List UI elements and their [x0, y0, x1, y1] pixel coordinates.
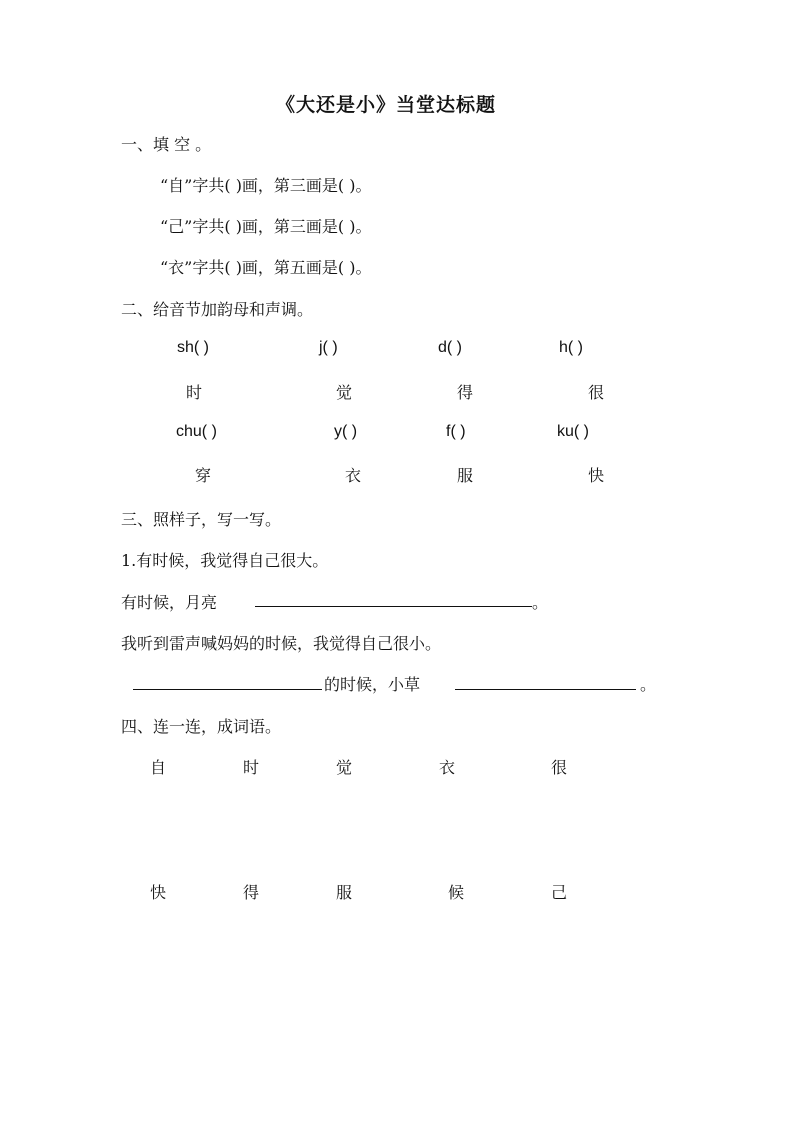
pinyin-d: d( ) — [438, 339, 462, 356]
pinyin-sh: sh( ) — [177, 339, 209, 356]
fill1-prefix: 有时候，月亮 — [121, 593, 218, 612]
section4-heading: 四、连一连，成词语。 — [121, 717, 282, 736]
section2-heading: 二、给音节加韵母和声调。 — [121, 300, 314, 319]
match-top-item[interactable]: 觉 — [336, 758, 353, 777]
pinyin-h: h( ) — [559, 339, 583, 356]
char-hen: 很 — [588, 383, 605, 402]
match-bottom-item[interactable]: 快 — [150, 883, 167, 902]
section1-heading: 一、填 空 。 — [121, 135, 212, 154]
fill2-blank-2[interactable] — [455, 689, 636, 690]
match-bottom-item[interactable]: 候 — [448, 883, 465, 902]
section3-example-2: 我听到雷声喊妈妈的时候，我觉得自己很小。 — [121, 634, 442, 653]
pinyin-f: f( ) — [446, 423, 466, 440]
section1-line-1: “自”字共( )画，第三画是( )。 — [160, 176, 372, 195]
char-chuan: 穿 — [195, 466, 212, 485]
section3-heading: 三、照样子，写一写。 — [121, 510, 282, 529]
fill1-blank[interactable] — [255, 606, 532, 607]
char-kuai: 快 — [588, 466, 605, 485]
section3-example: 1.有时候，我觉得自己很大。 — [121, 551, 329, 570]
match-bottom-item[interactable]: 得 — [243, 883, 260, 902]
fill2-blank-1[interactable] — [133, 689, 322, 690]
fill2-suffix: 。 — [640, 675, 657, 694]
section1-line-3: “衣”字共( )画，第五画是( )。 — [160, 258, 372, 277]
page-title: 《大还是小》当堂达标题 — [276, 94, 497, 116]
char-yi: 衣 — [345, 466, 362, 485]
char-shi: 时 — [186, 383, 203, 402]
char-de: 得 — [457, 383, 474, 402]
fill1-suffix: 。 — [532, 593, 549, 612]
match-top-item[interactable]: 很 — [551, 758, 568, 777]
pinyin-ku: ku( ) — [557, 423, 589, 440]
match-bottom-item[interactable]: 己 — [551, 883, 568, 902]
match-top-item[interactable]: 衣 — [439, 758, 456, 777]
fill2-mid: 的时候，小草 — [324, 675, 421, 694]
char-jue: 觉 — [336, 383, 353, 402]
match-top-item[interactable]: 自 — [150, 758, 167, 777]
section1-line-2: “己”字共( )画，第三画是( )。 — [160, 217, 372, 236]
char-fu: 服 — [457, 466, 474, 485]
match-top-item[interactable]: 时 — [243, 758, 260, 777]
pinyin-chu: chu( ) — [176, 423, 217, 440]
match-bottom-item[interactable]: 服 — [336, 883, 353, 902]
pinyin-j: j( ) — [319, 339, 338, 356]
pinyin-y: y( ) — [334, 423, 358, 440]
